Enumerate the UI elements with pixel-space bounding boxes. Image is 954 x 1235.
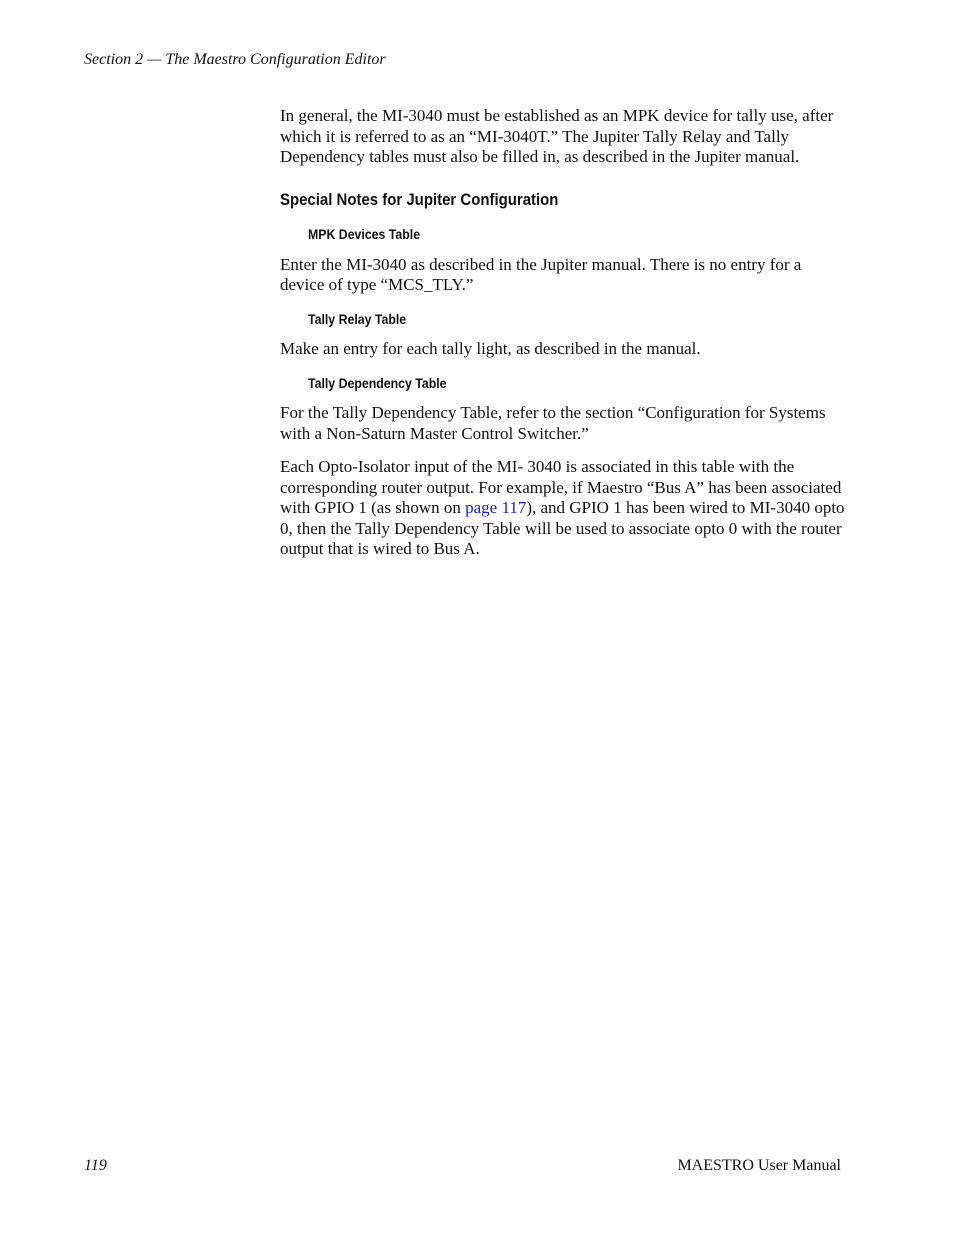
intro-paragraph: In general, the MI-3040 must be established as an MPK device for tally use, after which it is referred to as an “MI-3040T.” The Jupiter Tally Relay and Tally Dependency tables must also be filled in, as described in the Jupiter manual. (280, 106, 834, 166)
subheading-tally-dependency: Tally Dependency Table (308, 374, 447, 391)
running-header: Section 2 — The Maestro Configuration Editor (84, 51, 386, 68)
text: ), and GPIO 1 has been wired to MI-3040 opto 0, then the Tally Dependency Table will be used to associate opto 0 with the router output that is wired to Bus A. (280, 498, 845, 558)
text: Each Opto-Isolator input of the MI- 3040 is associated in this table with the corresponding router output. For example, if Maestro “Bus A” has been associated with GPIO 1 (as shown on (280, 457, 842, 517)
subheading-tally-relay: Tally Relay Table (308, 310, 407, 327)
tally-dependency-paragraph: For the Tally Dependency Table, refer to the section “Configuration for Systems with a Non-Saturn Master Control Switcher.” (280, 403, 826, 443)
mpk-paragraph: Enter the MI-3040 as described in the Jupiter manual. There is no entry for a device of type “MCS_TLY.” (280, 254, 802, 294)
subheading-mpk: MPK Devices Table (308, 226, 421, 242)
section-heading: Special Notes for Jupiter Configuration (280, 189, 559, 209)
opto-paragraph (280, 457, 845, 560)
page-number: 119 (84, 1157, 107, 1174)
footer-title: MAESTRO User Manual (677, 1157, 841, 1174)
tally-relay-paragraph: Make an entry for each tally light, as described in the manual. (280, 339, 701, 358)
page-link[interactable]: page 117 (465, 498, 527, 517)
content (280, 106, 845, 573)
